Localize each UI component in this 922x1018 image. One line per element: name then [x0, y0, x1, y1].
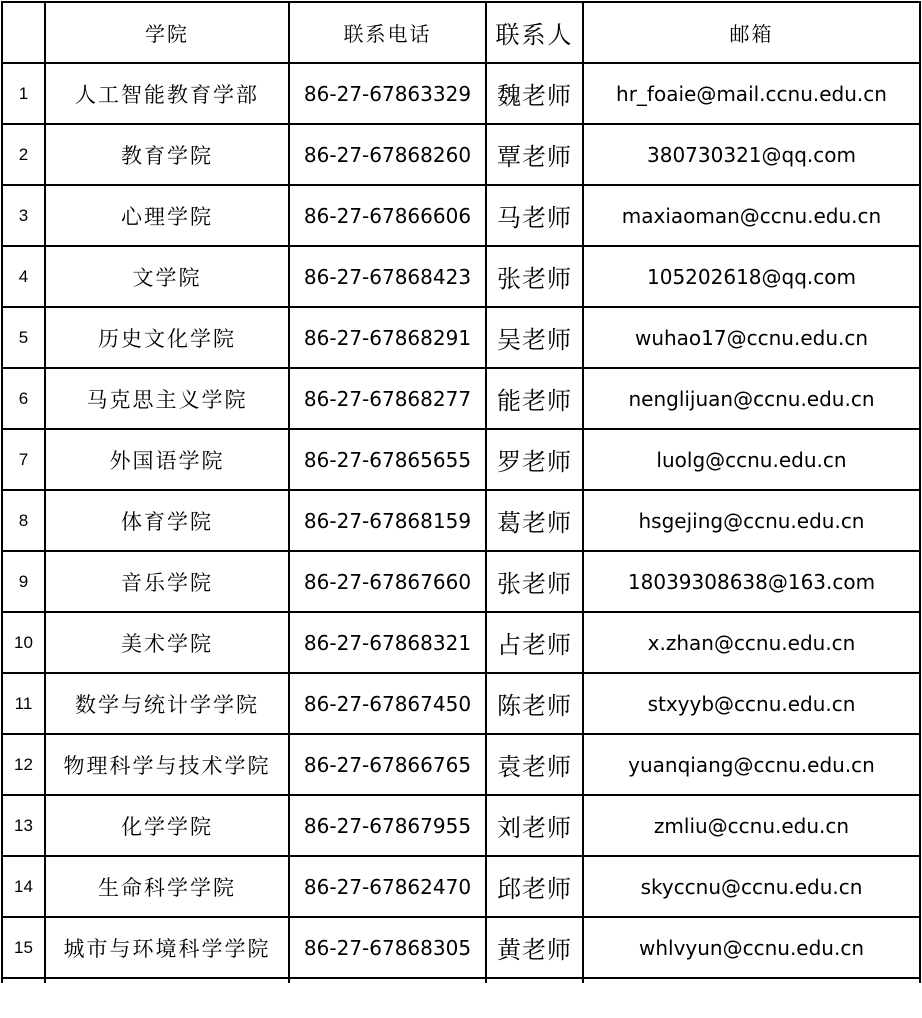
contact-person: 陈老师	[486, 673, 583, 734]
table-row	[2, 124, 920, 185]
row-index: 6	[2, 368, 45, 429]
contact-person: 张老师	[486, 551, 583, 612]
email-address: skyccnu@ccnu.edu.cn	[583, 856, 920, 917]
row-index: 14	[2, 856, 45, 917]
phone-number: 86-27-67863329	[289, 63, 486, 124]
row-index: 7	[2, 429, 45, 490]
email-address: nenglijuan@ccnu.edu.cn	[583, 368, 920, 429]
phone-number: 86-27-67867955	[289, 795, 486, 856]
row-index: 5	[2, 307, 45, 368]
table-row	[2, 551, 920, 612]
row-index: 4	[2, 246, 45, 307]
header-phone: 联系电话	[289, 2, 486, 63]
row-index: 15	[2, 917, 45, 978]
contact-person: 刘老师	[486, 795, 583, 856]
email-address: luolg@ccnu.edu.cn	[583, 429, 920, 490]
phone-number: 86-27-67866765	[289, 734, 486, 795]
table-row	[2, 63, 920, 124]
phone-number: 86-27-67868260	[289, 124, 486, 185]
college-name: 物理科学与技术学院	[45, 734, 289, 795]
contact-person: 魏老师	[486, 63, 583, 124]
empty-cell	[45, 978, 289, 983]
contact-person: 张老师	[486, 246, 583, 307]
phone-number: 86-27-67868321	[289, 612, 486, 673]
email-address: 105202618@qq.com	[583, 246, 920, 307]
contact-person: 吴老师	[486, 307, 583, 368]
email-address: 380730321@qq.com	[583, 124, 920, 185]
college-name: 外国语学院	[45, 429, 289, 490]
table-row	[2, 673, 920, 734]
header-email: 邮箱	[583, 2, 920, 63]
empty-cell	[486, 978, 583, 983]
table-row	[2, 795, 920, 856]
row-index: 2	[2, 124, 45, 185]
phone-number: 86-27-67867660	[289, 551, 486, 612]
email-address: zmliu@ccnu.edu.cn	[583, 795, 920, 856]
contact-person: 罗老师	[486, 429, 583, 490]
email-address: 18039308638@163.com	[583, 551, 920, 612]
phone-number: 86-27-67862470	[289, 856, 486, 917]
email-address: hsgejing@ccnu.edu.cn	[583, 490, 920, 551]
phone-number: 86-27-67868159	[289, 490, 486, 551]
row-index: 10	[2, 612, 45, 673]
row-index: 9	[2, 551, 45, 612]
contact-person: 占老师	[486, 612, 583, 673]
contact-person: 能老师	[486, 368, 583, 429]
contact-person: 黄老师	[486, 917, 583, 978]
header-row	[2, 2, 920, 63]
phone-number: 86-27-67866606	[289, 185, 486, 246]
table-row	[2, 246, 920, 307]
email-address: x.zhan@ccnu.edu.cn	[583, 612, 920, 673]
college-name: 心理学院	[45, 185, 289, 246]
email-address: hr_foaie@mail.ccnu.edu.cn	[583, 63, 920, 124]
email-address: whlvyun@ccnu.edu.cn	[583, 917, 920, 978]
college-name: 音乐学院	[45, 551, 289, 612]
college-name: 化学学院	[45, 795, 289, 856]
phone-number: 86-27-67868291	[289, 307, 486, 368]
row-index: 3	[2, 185, 45, 246]
header-college: 学院	[45, 2, 289, 63]
empty-cell	[289, 978, 486, 983]
table-row	[2, 429, 920, 490]
contact-person: 覃老师	[486, 124, 583, 185]
contact-person: 袁老师	[486, 734, 583, 795]
email-address: maxiaoman@ccnu.edu.cn	[583, 185, 920, 246]
phone-number: 86-27-67865655	[289, 429, 486, 490]
phone-number: 86-27-67868423	[289, 246, 486, 307]
email-address: wuhao17@ccnu.edu.cn	[583, 307, 920, 368]
table-row	[2, 368, 920, 429]
college-name: 体育学院	[45, 490, 289, 551]
college-name: 城市与环境科学学院	[45, 917, 289, 978]
email-address: stxyyb@ccnu.edu.cn	[583, 673, 920, 734]
table-row	[2, 917, 920, 978]
contact-person: 邱老师	[486, 856, 583, 917]
row-index: 1	[2, 63, 45, 124]
row-index: 13	[2, 795, 45, 856]
phone-number: 86-27-67867450	[289, 673, 486, 734]
table-row	[2, 307, 920, 368]
phone-number: 86-27-67868305	[289, 917, 486, 978]
header-person: 联系人	[486, 2, 583, 63]
empty-cell	[2, 978, 45, 983]
college-name: 马克思主义学院	[45, 368, 289, 429]
contact-person: 马老师	[486, 185, 583, 246]
contact-person: 葛老师	[486, 490, 583, 551]
empty-cell	[583, 978, 920, 983]
table-row	[2, 734, 920, 795]
college-name: 人工智能教育学部	[45, 63, 289, 124]
contacts-table	[1, 1, 921, 983]
email-address: yuanqiang@ccnu.edu.cn	[583, 734, 920, 795]
table-row-continuation	[2, 978, 920, 983]
college-name: 文学院	[45, 246, 289, 307]
phone-number: 86-27-67868277	[289, 368, 486, 429]
table-row	[2, 612, 920, 673]
college-name: 历史文化学院	[45, 307, 289, 368]
row-index: 8	[2, 490, 45, 551]
row-index: 12	[2, 734, 45, 795]
college-name: 教育学院	[45, 124, 289, 185]
table-row	[2, 185, 920, 246]
header-index	[2, 2, 45, 63]
college-name: 美术学院	[45, 612, 289, 673]
table-row	[2, 856, 920, 917]
college-name: 生命科学学院	[45, 856, 289, 917]
row-index: 11	[2, 673, 45, 734]
table-row	[2, 490, 920, 551]
college-name: 数学与统计学学院	[45, 673, 289, 734]
